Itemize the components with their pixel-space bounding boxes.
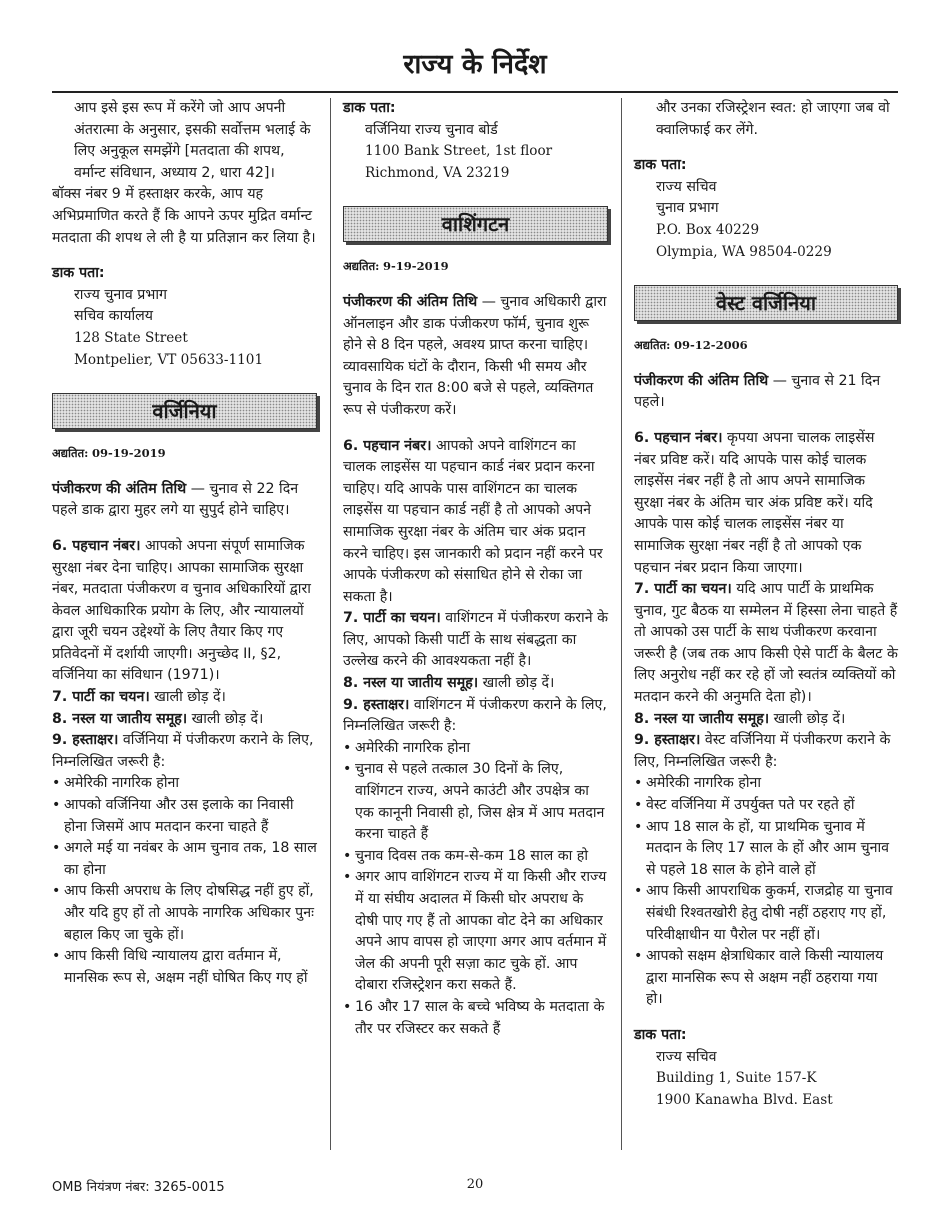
west-virginia-race-text: खाली छोड़ दें। [769, 710, 846, 727]
west-virginia-race [634, 709, 898, 731]
washington-party-text: वाशिंगटन में पंजीकरण कराने के लिए, आपको किसी पार्टी के साथ संबद्धता का उल्लेख करने की आवश्यकता नहीं है। [343, 610, 608, 670]
list-item: • अमेरिकी नागरिक होना [634, 773, 898, 795]
washington-deadline [343, 292, 608, 422]
virginia-party-text: खाली छोड़ दें। [149, 689, 226, 706]
virginia-mail-line: 1100 Bank Street, 1st floor [365, 143, 553, 160]
west-virginia-id-label: 6. पहचान नंबर। [634, 429, 723, 446]
washington-party [343, 608, 608, 673]
virginia-signature-label: 9. हस्ताक्षर। [52, 732, 119, 749]
virginia-deadline-label: पंजीकरण की अंतिम तिथि [52, 480, 187, 497]
column-divider-2 [621, 98, 622, 1150]
column-divider-1 [330, 98, 331, 1150]
washington-race-text: खाली छोड़ दें। [478, 675, 555, 692]
column-2 [343, 98, 608, 1040]
washington-id-label: 6. पहचान नंबर। [343, 437, 432, 454]
washington-mail-line: चुनाव प्रभाग [656, 200, 719, 217]
virginia-race-label: 8. नस्ल या जातीय समूह। [52, 710, 188, 727]
vermont-mail-line: Montpelier, VT 05633-1101 [74, 351, 264, 368]
west-virginia-updated-date: 09-12-2006 [674, 338, 748, 353]
west-virginia-updated-label: अद्यतित: [634, 338, 671, 353]
virginia-race [52, 709, 317, 731]
vermont-mail-label: डाक पता: [52, 265, 105, 282]
list-item: • आप किसी अपराध के लिए दोषसिद्ध नहीं हुए हों, और यदि हुए हों तो आपके नागरिक अधिकार पुनः बहाल किए जा चुके हों। [52, 881, 317, 946]
west-virginia-party-label: 7. पार्टी का चयन। [634, 581, 732, 598]
list-item: • आप किसी विधि न्यायालय द्वारा वर्तमान में, मानसिक रूप से, अक्षम नहीं घोषित किए गए हों [52, 946, 317, 989]
washington-deadline-label: पंजीकरण की अंतिम तिथि [343, 293, 478, 310]
west-virginia-requirements-list [634, 773, 898, 1011]
virginia-party-label: 7. पार्टी का चयन। [52, 689, 150, 706]
washington-updated-date: 9-19-2019 [383, 259, 449, 274]
washington-signature-text: वाशिंगटन में पंजीकरण कराने के लिए, निम्नलिखित जरूरी है: [343, 696, 607, 735]
vermont-mail-line: राज्य चुनाव प्रभाग [74, 286, 167, 303]
virginia-id-label: 6. पहचान नंबर। [52, 537, 141, 554]
virginia-section-banner [52, 393, 317, 429]
column-1 [52, 98, 317, 989]
washington-race [343, 673, 608, 695]
west-virginia-signature-text: वेस्ट वर्जिनिया में पंजीकरण कराने के लिए, निम्नलिखित जरूरी है: [634, 732, 891, 770]
washington-party-label: 7. पार्टी का चयन। [343, 610, 441, 627]
west-virginia-race-label: 8. नस्ल या जातीय समूह। [634, 710, 770, 727]
west-virginia-deadline-text: — चुनाव से 21 दिन पहले। [634, 372, 881, 411]
virginia-signature [52, 730, 317, 773]
omb-control-number: OMB नियंत्रण नंबर: 3265-0015 [52, 1180, 225, 1195]
list-item: • 16 और 17 साल के बच्चे भविष्य के मतदाता के तौर पर रजिस्टर कर सकते हैं [343, 997, 608, 1040]
washington-id-text: आपको अपने वाशिंगटन का चालक लाइसेंस या पहचान कार्ड नंबर प्रदान करना चाहिए। यदि आपके पास वाशिंगटन का चालक लाइसेंस या पहचान कार्ड नहीं है तो आपको अपने सामाजिक सुरक्षा नंबर के अंतिम चार अंक प्रदान करने चाहिए। इस जानकारी को प्रदान नहीं करने पर आपके पंजीकरण को संसाधित होने से रोका जा सकता है। [343, 437, 603, 605]
west-virginia-mail-line: Building 1, Suite 157-K [656, 1070, 817, 1087]
west-virginia-deadline [634, 371, 898, 414]
virginia-mail-line: Richmond, VA 23219 [365, 164, 510, 181]
west-virginia-mail-label: डाक पता: [634, 1026, 687, 1043]
list-item: • अमेरिकी नागरिक होना [52, 773, 317, 795]
list-item: • चुनाव दिवस तक कम-से-कम 18 साल का हो [343, 846, 608, 868]
vermont-oath-text: आप इसे इस रूप में करेंगे जो आप अपनी अंतरात्मा के अनुसार, इसकी सर्वोत्तम भलाई के लिए अनुकूल समझेंगे [मतदाता की शपथ, वर्मान्ट संविधान, अध्याय 2, धारा 42]। [74, 100, 311, 181]
virginia-updated-date: 09-19-2019 [92, 446, 166, 461]
virginia-id-text: आपको अपना संपूर्ण सामाजिक सुरक्षा नंबर देना चाहिए। आपका सामाजिक सुरक्षा नंबर, मतदाता पंजीकरण व चुनाव अधिकारियों द्वारा केवल आधिकारिक प्रयोग के लिए, और न्यायालयों द्वारा जूरी चयन उद्देश्यों के लिए तैयार किए गए प्रतिवेदनों में दर्शायी जाएगी। अनुच्छेद II, §2, वर्जिनिया का संविधान (1971)। [52, 537, 311, 684]
virginia-id-number [52, 536, 317, 687]
washington-id-number [343, 436, 608, 609]
vermont-box9-text: बॉक्स नंबर 9 में हस्ताक्षर करके, आप यह अभिप्रमाणित करते हैं कि आपने ऊपर मुद्रित वर्मान्ट मतदाता की शपथ ले ली है या प्रतिज्ञान कर लिया है। [52, 186, 316, 246]
washington-mail-line: P.O. Box 40229 [656, 221, 760, 238]
vermont-mail-line: सचिव कार्यालय [74, 308, 153, 325]
washington-race-label: 8. नस्ल या जातीय समूह। [343, 675, 479, 692]
virginia-requirements-list [52, 773, 317, 989]
washington-deadline-text: — चुनाव अधिकारी द्वारा ऑनलाइन और डाक पंजीकरण फॉर्म, चुनाव शुरू होने से 8 दिन पहले, अवश्य प्राप्त करना चाहिए। व्यावसायिक घंटों के दौरान, किसी भी समय और चुनाव के दिन रात 8:00 बजे से पहले, व्यक्तिगत रूप से पंजीकरण करें। [343, 293, 607, 418]
washington-banner-title: वाशिंगटन [441, 212, 510, 237]
list-item: • वेस्ट वर्जिनिया में उपर्युक्त पते पर रहते हों [634, 795, 898, 817]
west-virginia-section-banner [634, 285, 898, 321]
washington-signature-label: 9. हस्ताक्षर। [343, 696, 410, 713]
washington-signature [343, 695, 608, 738]
west-virginia-id-number [634, 428, 898, 579]
list-item: • आप किसी आपराधिक कुकर्म, राजद्रोह या चुनाव संबंधी रिश्वतखोरी हेतु दोषी नहीं ठहराए गए हों, परिवीक्षाधीन या पैरोल पर नहीं हों। [634, 881, 898, 946]
west-virginia-deadline-label: पंजीकरण की अंतिम तिथि [634, 372, 769, 389]
west-virginia-mail-line: 1900 Kanawha Blvd. East [656, 1091, 833, 1108]
list-item: • चुनाव से पहले तत्काल 30 दिनों के लिए, वाशिंगटन राज्य, अपने काउंटी और उपक्षेत्र का एक कानूनी निवासी हो, जिस क्षेत्र में आप मतदान करना चाहते हैं [343, 759, 608, 845]
virginia-party [52, 687, 317, 709]
virginia-deadline [52, 479, 317, 522]
virginia-mail-line: वर्जिनिया राज्य चुनाव बोर्ड [365, 121, 498, 138]
west-virginia-id-text: कृपया अपना चालक लाइसेंस नंबर प्रविष्ट करें। यदि आपके पास कोई चालक लाइसेंस नंबर नहीं है तो आप अपने सामाजिक सुरक्षा नंबर के अंतिम चार अंक प्रविष्ट करें। यदि आपके पास कोई चालक लाइसेंस नंबर या सामाजिक सुरक्षा नंबर नहीं है तो आपको एक पहचान नंबर प्रदान किया जाएगा। [634, 429, 875, 576]
west-virginia-signature [634, 730, 898, 773]
west-virginia-signature-label: 9. हस्ताक्षर। [634, 732, 701, 749]
washington-continued-text: और उनका रजिस्ट्रेशन स्वत: हो जाएगा जब वो क्वालिफाई कर लेंगे. [656, 100, 890, 138]
list-item: • आप 18 साल के हों, या प्राथमिक चुनाव में मतदान के लिए 17 साल के हों और आम चुनाव से पहले 18 साल के होने वाले हों [634, 817, 898, 882]
virginia-deadline-text: — चुनाव से 22 दिन पहले डाक द्वारा मुहर लगे या सुपुर्द होने चाहिए। [52, 480, 299, 519]
washington-section-banner [343, 206, 608, 242]
virginia-signature-text: वर्जिनिया में पंजीकरण कराने के लिए, निम्नलिखित जरूरी है: [52, 732, 314, 770]
vermont-mail-line: 128 State Street [74, 329, 188, 346]
list-item: • आपको वर्जिनिया और उस इलाके का निवासी होना जिसमें आप मतदान करना चाहते हैं [52, 795, 317, 838]
virginia-banner-title: वर्जिनिया [152, 399, 217, 424]
washington-mail-label: डाक पता: [634, 157, 687, 174]
list-item: • अमेरिकी नागरिक होना [343, 738, 608, 760]
virginia-race-text: खाली छोड़ दें। [187, 710, 264, 727]
west-virginia-party [634, 579, 898, 709]
west-virginia-mail-line: राज्य सचिव [656, 1048, 717, 1065]
west-virginia-party-text: यदि आप पार्टी के प्राथमिक चुनाव, गुट बैठक या सम्मेलन में हिस्सा लेना चाहते हैं तो आपको उस पार्टी के साथ पंजीकरण करवाना जरूरी है (जब तक आप किसी ऐसे पार्टी के बैलट के लिए अनुरोध नहीं कर रहे हों जो स्वतंत्र व्यक्तियों को मतदान करने की अनुमति देता हो)। [634, 581, 898, 706]
list-item: • अगर आप वाशिंगटन राज्य में या किसी और राज्य में या संघीय अदालत में किसी घोर अपराध के दोषी पाए गए हैं तो आपका वोट देने का अधिकार अपने आप वापस हो जाएगा अगर आप वर्तमान में जेल की अपनी पूरी सज़ा काट चुके हों. आप दोबारा रजिस्ट्रेशन करा सकते हैं. [343, 867, 608, 997]
list-item: • आपको सक्षम क्षेत्राधिकार वाले किसी न्यायालय द्वारा मानसिक रूप से अक्षम नहीं ठहराया गया हो। [634, 946, 898, 1011]
virginia-updated-label: अद्यतित: [52, 446, 89, 461]
page-number: 20 [466, 1177, 484, 1192]
list-item: • अगले मई या नवंबर के आम चुनाव तक, 18 साल का होना [52, 838, 317, 881]
washington-mail-line: Olympia, WA 98504-0229 [656, 243, 832, 260]
washington-updated-label: अद्यतित: [343, 259, 380, 274]
column-3 [634, 98, 898, 1111]
page-title: राज्य के निर्देश [403, 49, 547, 80]
washington-mail-line: राज्य सचिव [656, 178, 717, 195]
virginia-mail-label: डाक पता: [343, 100, 396, 116]
washington-requirements-list [343, 738, 608, 1040]
title-rule [52, 91, 898, 93]
west-virginia-banner-title: वेस्ट वर्जिनिया [715, 291, 817, 316]
